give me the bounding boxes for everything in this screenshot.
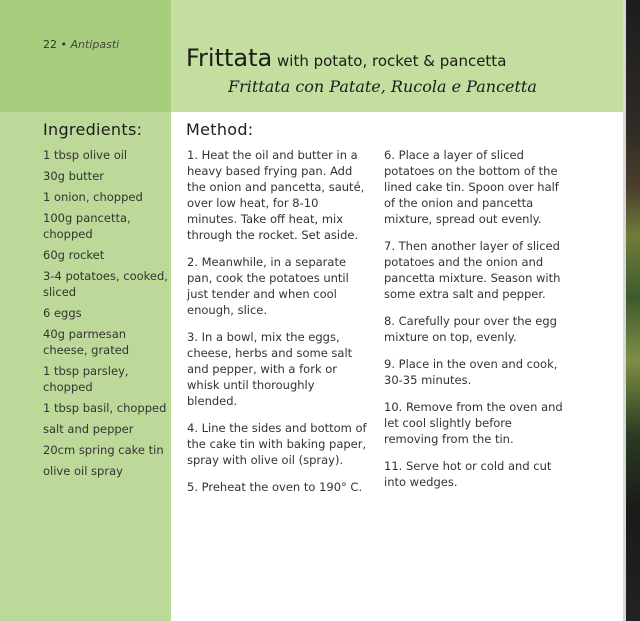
ingredient-item: 1 tbsp parsley, chopped bbox=[43, 364, 129, 394]
page-number: 22 bbox=[43, 38, 57, 51]
method-step: 1. Heat the oil and butter in a heavy based frying pan. Add the onion and pancetta, sauté, over low heat, for 8-10 minutes. Take off heat, mix through the rocket. Set aside. bbox=[187, 148, 365, 242]
method-step: 8. Carefully pour over the egg mixture on top, evenly. bbox=[384, 314, 557, 344]
method-step: 5. Preheat the oven to 190° C. bbox=[187, 480, 363, 494]
method-step: 2. Meanwhile, in a separate pan, cook the potatoes until just tender and when cool enough, slice. bbox=[187, 255, 349, 317]
ingredients-list bbox=[43, 147, 169, 484]
separator-dot: • bbox=[60, 38, 67, 51]
ingredient-item: olive oil spray bbox=[43, 464, 123, 478]
ingredient-item: 20cm spring cake tin bbox=[43, 443, 164, 457]
method-step: 6. Place a layer of sliced potatoes on the bottom of the lined cake tin. Spoon over half of the onion and pancetta mixture, spread out evenly. bbox=[384, 148, 559, 226]
ingredient-item: 100g pancetta, chopped bbox=[43, 211, 131, 241]
recipe-subtitle-italian: Frittata con Patate, Rucola e Pancetta bbox=[228, 77, 537, 96]
food-photo-edge bbox=[623, 0, 640, 621]
ingredient-item: salt and pepper bbox=[43, 422, 134, 436]
method-step: 3. In a bowl, mix the eggs, cheese, herbs and some salt and pepper, with a fork or whisk until thoroughly blended. bbox=[187, 330, 353, 408]
ingredient-item: 1 onion, chopped bbox=[43, 190, 143, 204]
method-step: 11. Serve hot or cold and cut into wedges. bbox=[384, 459, 552, 489]
ingredient-item: 6 eggs bbox=[43, 306, 82, 320]
ingredient-item: 60g rocket bbox=[43, 248, 105, 262]
method-column-left bbox=[187, 147, 367, 506]
method-step: 4. Line the sides and bottom of the cake tin with baking paper, spray with olive oil (spray). bbox=[187, 421, 367, 467]
method-step: 10. Remove from the oven and let cool slightly before removing from the tin. bbox=[384, 400, 563, 446]
ingredient-item: 40g parmesan cheese, grated bbox=[43, 327, 130, 357]
sidebar-header-block bbox=[0, 0, 171, 112]
method-heading: Method: bbox=[186, 120, 254, 139]
ingredient-item: 1 tbsp basil, chopped bbox=[43, 401, 167, 415]
recipe-title bbox=[186, 44, 616, 72]
section-name: Antipasti bbox=[70, 38, 120, 51]
method-step: 9. Place in the oven and cook, 30-35 minutes. bbox=[384, 357, 558, 387]
recipe-title-rest: with potato, rocket & pancetta bbox=[272, 52, 507, 70]
method-step: 7. Then another layer of sliced potatoes and the onion and pancetta mixture. Season with some extra salt and pepper. bbox=[384, 239, 561, 301]
ingredients-heading: Ingredients: bbox=[43, 120, 143, 139]
ingredient-item: 1 tbsp olive oil bbox=[43, 148, 128, 162]
ingredient-item: 30g butter bbox=[43, 169, 104, 183]
page-number-label bbox=[43, 38, 119, 51]
method-column-right bbox=[384, 147, 564, 501]
ingredient-item: 3-4 potatoes, cooked, sliced bbox=[43, 269, 168, 299]
recipe-title-main: Frittata bbox=[186, 44, 273, 72]
